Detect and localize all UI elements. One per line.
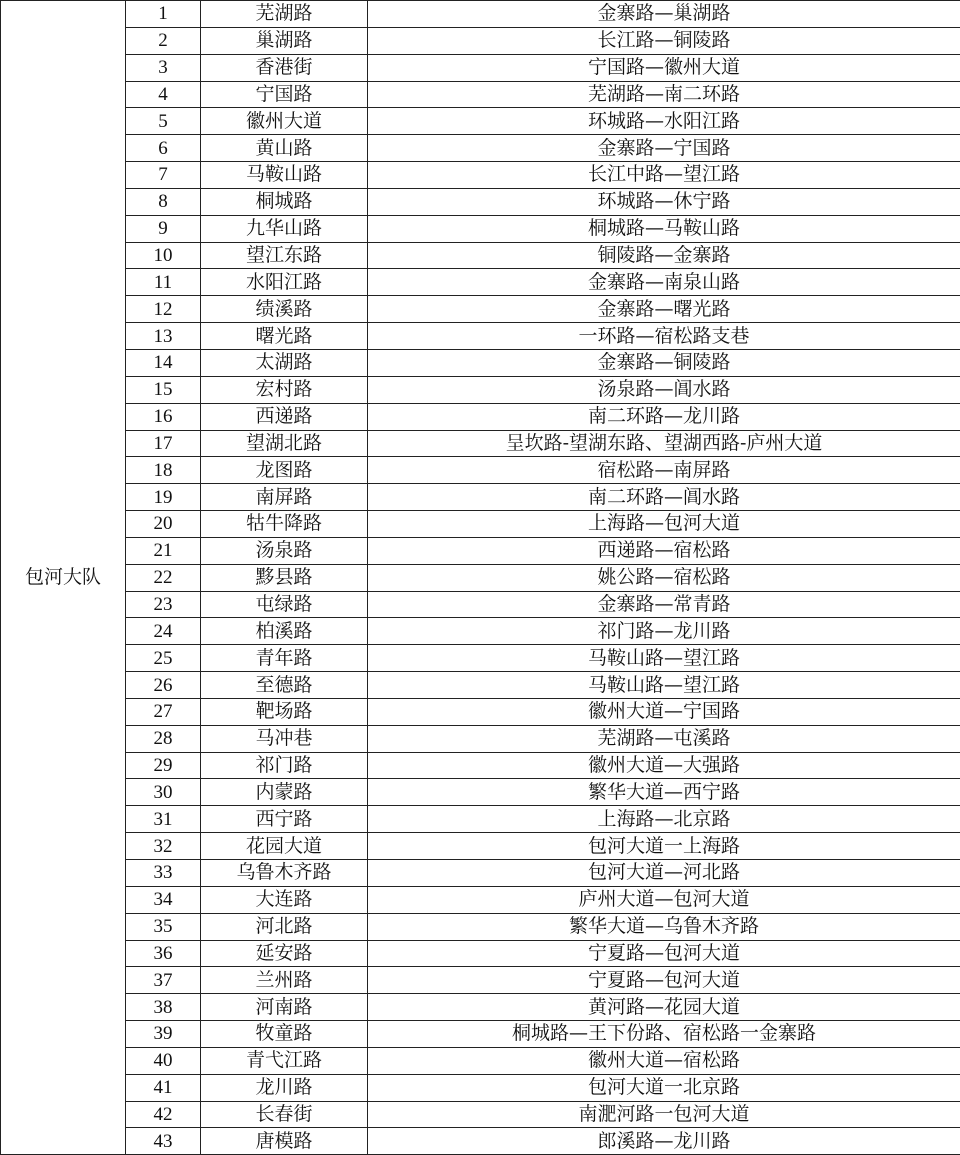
row-number-cell: 40: [126, 1047, 201, 1074]
road-section-cell: 郎溪路—龙川路: [368, 1128, 960, 1155]
row-number-cell: 26: [126, 672, 201, 699]
road-name-cell: 马鞍山路: [201, 162, 368, 189]
row-number-cell: 10: [126, 242, 201, 269]
row-number-cell: 33: [126, 860, 201, 887]
road-name-cell: 唐模路: [201, 1128, 368, 1155]
table-row: [1, 672, 960, 699]
row-number-cell: 22: [126, 564, 201, 591]
road-name-cell: 汤泉路: [201, 537, 368, 564]
road-section-cell: 包河大道一上海路: [368, 833, 960, 860]
road-section-cell: 汤泉路—阊水路: [368, 376, 960, 403]
table-row: [1, 940, 960, 967]
road-name-cell: 牧童路: [201, 1021, 368, 1048]
table-row: [1, 296, 960, 323]
road-name-cell: 长春街: [201, 1101, 368, 1128]
road-section-cell: 宁夏路—包河大道: [368, 967, 960, 994]
row-number-cell: 36: [126, 940, 201, 967]
table-row: [1, 511, 960, 538]
row-number-cell: 3: [126, 54, 201, 81]
road-name-cell: 宏村路: [201, 376, 368, 403]
road-name-cell: 曙光路: [201, 323, 368, 350]
row-number-cell: 12: [126, 296, 201, 323]
road-name-cell: 黄山路: [201, 135, 368, 162]
road-name-cell: 南屏路: [201, 484, 368, 511]
table-row: [1, 376, 960, 403]
table-row: [1, 1128, 960, 1155]
row-number-cell: 20: [126, 511, 201, 538]
road-section-cell: 宁国路—徽州大道: [368, 54, 960, 81]
row-number-cell: 25: [126, 645, 201, 672]
table-row: [1, 886, 960, 913]
road-section-cell: 庐州大道—包河大道: [368, 886, 960, 913]
row-number-cell: 31: [126, 806, 201, 833]
table-row: [1, 349, 960, 376]
road-section-cell: 金寨路—巢湖路: [368, 1, 960, 28]
road-name-cell: 牯牛降路: [201, 511, 368, 538]
road-section-cell: 马鞍山路—望江路: [368, 672, 960, 699]
row-number-cell: 35: [126, 913, 201, 940]
row-number-cell: 38: [126, 994, 201, 1021]
table-row: [1, 108, 960, 135]
road-section-cell: 徽州大道—宁国路: [368, 698, 960, 725]
road-section-cell: 黄河路—花园大道: [368, 994, 960, 1021]
row-number-cell: 37: [126, 967, 201, 994]
table-row: [1, 725, 960, 752]
road-section-cell: 桐城路—马鞍山路: [368, 215, 960, 242]
road-section-cell: 南淝河路一包河大道: [368, 1101, 960, 1128]
road-name-cell: 绩溪路: [201, 296, 368, 323]
row-number-cell: 41: [126, 1074, 201, 1101]
road-section-cell: 马鞍山路—望江路: [368, 645, 960, 672]
table-row: [1, 752, 960, 779]
table-row: [1, 564, 960, 591]
table-row: [1, 457, 960, 484]
road-name-cell: 宁国路: [201, 81, 368, 108]
row-number-cell: 42: [126, 1101, 201, 1128]
table-row: [1, 81, 960, 108]
road-name-cell: 黟县路: [201, 564, 368, 591]
table-row: [1, 913, 960, 940]
road-section-cell: 金寨路—曙光路: [368, 296, 960, 323]
table-row: [1, 833, 960, 860]
row-number-cell: 32: [126, 833, 201, 860]
row-number-cell: 8: [126, 188, 201, 215]
road-section-cell: 繁华大道—乌鲁木齐路: [368, 913, 960, 940]
table-row: [1, 860, 960, 887]
road-name-cell: 青弋江路: [201, 1047, 368, 1074]
road-name-cell: 龙川路: [201, 1074, 368, 1101]
road-name-cell: 巢湖路: [201, 27, 368, 54]
row-number-cell: 18: [126, 457, 201, 484]
row-number-cell: 24: [126, 618, 201, 645]
table-row: [1, 403, 960, 430]
road-name-cell: 延安路: [201, 940, 368, 967]
road-name-cell: 太湖路: [201, 349, 368, 376]
row-number-cell: 43: [126, 1128, 201, 1155]
row-number-cell: 1: [126, 1, 201, 28]
table-row: [1, 994, 960, 1021]
road-section-cell: 环城路—水阳江路: [368, 108, 960, 135]
row-number-cell: 34: [126, 886, 201, 913]
table-body: [1, 1, 960, 1155]
road-section-cell: 长江中路—望江路: [368, 162, 960, 189]
table-row: [1, 779, 960, 806]
table-row: [1, 618, 960, 645]
road-section-cell: 呈坎路-望湖东路、望湖西路-庐州大道: [368, 430, 960, 457]
table-row: [1, 162, 960, 189]
road-name-cell: 徽州大道: [201, 108, 368, 135]
road-name-cell: 花园大道: [201, 833, 368, 860]
road-section-cell: 宁夏路—包河大道: [368, 940, 960, 967]
road-name-cell: 至德路: [201, 672, 368, 699]
table-row: [1, 967, 960, 994]
row-number-cell: 5: [126, 108, 201, 135]
road-section-cell: 金寨路—常青路: [368, 591, 960, 618]
table-row: [1, 27, 960, 54]
road-section-cell: 繁华大道—西宁路: [368, 779, 960, 806]
road-section-cell: 宿松路—南屏路: [368, 457, 960, 484]
road-section-cell: 铜陵路—金寨路: [368, 242, 960, 269]
table-row: [1, 645, 960, 672]
table-row: [1, 806, 960, 833]
road-name-cell: 桐城路: [201, 188, 368, 215]
row-number-cell: 16: [126, 403, 201, 430]
road-name-cell: 兰州路: [201, 967, 368, 994]
table-row: [1, 242, 960, 269]
row-number-cell: 7: [126, 162, 201, 189]
road-name-cell: 柏溪路: [201, 618, 368, 645]
table-row: [1, 1074, 960, 1101]
table-row: [1, 54, 960, 81]
road-section-cell: 南二环路—阊水路: [368, 484, 960, 511]
road-section-cell: 西递路—宿松路: [368, 537, 960, 564]
road-name-cell: 乌鲁木齐路: [201, 860, 368, 887]
row-number-cell: 21: [126, 537, 201, 564]
team-name-cell: 包河大队: [1, 1, 126, 1155]
row-number-cell: 4: [126, 81, 201, 108]
road-section-cell: 芜湖路—屯溪路: [368, 725, 960, 752]
road-section-cell: 上海路—北京路: [368, 806, 960, 833]
table-row: [1, 188, 960, 215]
row-number-cell: 29: [126, 752, 201, 779]
table-row: [1, 1047, 960, 1074]
road-section-cell: 姚公路—宿松路: [368, 564, 960, 591]
row-number-cell: 11: [126, 269, 201, 296]
road-section-cell: 金寨路—宁国路: [368, 135, 960, 162]
row-number-cell: 15: [126, 376, 201, 403]
road-name-cell: 内蒙路: [201, 779, 368, 806]
table-row: [1, 135, 960, 162]
row-number-cell: 2: [126, 27, 201, 54]
road-section-cell: 长江路—铜陵路: [368, 27, 960, 54]
road-section-cell: 包河大道一北京路: [368, 1074, 960, 1101]
road-section-cell: 金寨路—南泉山路: [368, 269, 960, 296]
road-name-cell: 芜湖路: [201, 1, 368, 28]
table-row: [1, 591, 960, 618]
road-name-cell: 靶场路: [201, 698, 368, 725]
road-name-cell: 望湖北路: [201, 430, 368, 457]
road-section-cell: 徽州大道—大强路: [368, 752, 960, 779]
table-row: [1, 1101, 960, 1128]
road-section-cell: 环城路—休宁路: [368, 188, 960, 215]
road-section-cell: 南二环路—龙川路: [368, 403, 960, 430]
road-name-cell: 西递路: [201, 403, 368, 430]
table-row: [1, 698, 960, 725]
row-number-cell: 23: [126, 591, 201, 618]
row-number-cell: 27: [126, 698, 201, 725]
row-number-cell: 19: [126, 484, 201, 511]
road-name-cell: 望江东路: [201, 242, 368, 269]
road-name-cell: 河北路: [201, 913, 368, 940]
row-number-cell: 17: [126, 430, 201, 457]
row-number-cell: 9: [126, 215, 201, 242]
road-name-cell: 青年路: [201, 645, 368, 672]
table-row: [1, 430, 960, 457]
road-section-cell: 一环路—宿松路支巷: [368, 323, 960, 350]
road-name-cell: 屯绿路: [201, 591, 368, 618]
road-name-cell: 西宁路: [201, 806, 368, 833]
road-name-cell: 祁门路: [201, 752, 368, 779]
row-number-cell: 28: [126, 725, 201, 752]
road-name-cell: 香港街: [201, 54, 368, 81]
table-row: [1, 1, 960, 28]
road-section-cell: 徽州大道—宿松路: [368, 1047, 960, 1074]
road-section-cell: 上海路—包河大道: [368, 511, 960, 538]
row-number-cell: 30: [126, 779, 201, 806]
table-row: [1, 1021, 960, 1048]
row-number-cell: 6: [126, 135, 201, 162]
road-name-cell: 水阳江路: [201, 269, 368, 296]
row-number-cell: 13: [126, 323, 201, 350]
road-section-cell: 金寨路—铜陵路: [368, 349, 960, 376]
road-name-cell: 大连路: [201, 886, 368, 913]
road-section-cell: 桐城路—王下份路、宿松路一金寨路: [368, 1021, 960, 1048]
road-name-cell: 龙图路: [201, 457, 368, 484]
road-section-cell: 包河大道—河北路: [368, 860, 960, 887]
road-name-cell: 马冲巷: [201, 725, 368, 752]
road-name-cell: 河南路: [201, 994, 368, 1021]
table-row: [1, 215, 960, 242]
table-row: [1, 484, 960, 511]
road-name-cell: 九华山路: [201, 215, 368, 242]
table-row: [1, 269, 960, 296]
row-number-cell: 14: [126, 349, 201, 376]
road-section-cell: 芜湖路—南二环路: [368, 81, 960, 108]
row-number-cell: 39: [126, 1021, 201, 1048]
road-section-cell: 祁门路—龙川路: [368, 618, 960, 645]
table-row: [1, 537, 960, 564]
table-row: [1, 323, 960, 350]
